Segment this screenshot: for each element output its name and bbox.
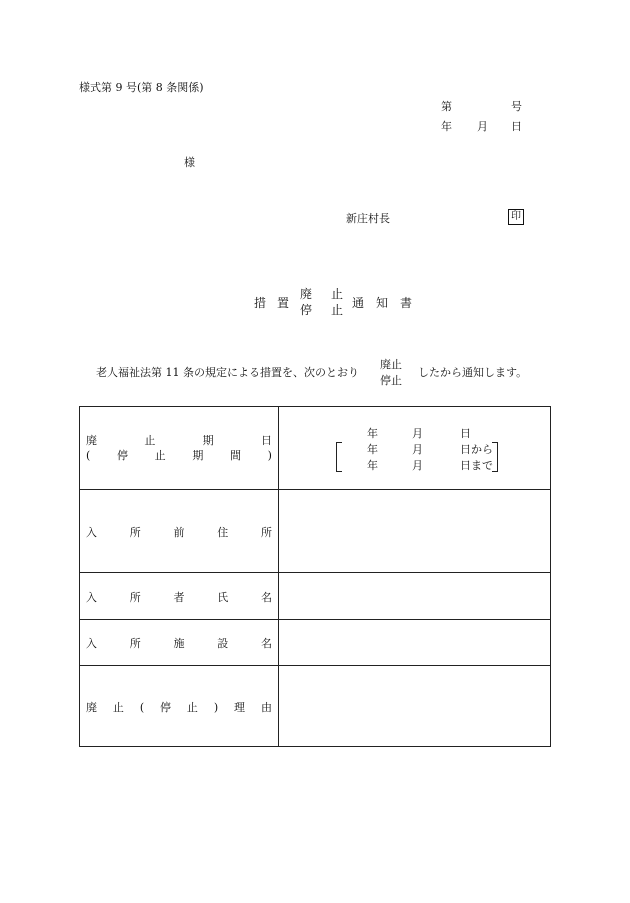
label-char: 入 (86, 526, 97, 539)
seal-char: 印 (511, 211, 521, 222)
label-char: 期 (202, 434, 214, 447)
table-row-period (80, 407, 550, 489)
label-char: 名 (261, 637, 272, 650)
facility-name-label (86, 638, 272, 649)
label-char: 間 (229, 449, 241, 462)
label-char: 理 (234, 701, 246, 714)
date-line1-day: 日 (460, 427, 471, 440)
resident-name-label (86, 592, 272, 603)
label-char: 停 (160, 701, 172, 714)
label-char: 廃 (86, 701, 97, 714)
label-char: 日 (260, 434, 272, 447)
doc-date-year: 年 (441, 120, 452, 133)
title-alt-top-2: 止 (331, 287, 344, 301)
table-row-facility-name (80, 619, 550, 665)
addressee-suffix: 様 (184, 156, 195, 169)
label-char: ) (267, 449, 272, 462)
doc-number-suffix: 号 (511, 100, 522, 113)
label-char: 止 (144, 434, 156, 447)
label-char: ) (213, 701, 219, 714)
date-line3-day-until: 日まで (460, 459, 493, 472)
label-char: 氏 (217, 591, 229, 604)
period-label-top (86, 435, 272, 446)
label-char: 期 (192, 449, 204, 462)
doc-date-month: 月 (477, 120, 488, 133)
previous-address-label (86, 527, 272, 538)
label-char: 設 (217, 637, 229, 650)
label-char: 所 (129, 526, 141, 539)
period-bracket-right (492, 442, 498, 472)
table-row-resident-name (80, 572, 550, 619)
label-char: 前 (173, 526, 185, 539)
title-suffix-3: 書 (400, 296, 413, 310)
date-line2-month: 月 (412, 443, 423, 456)
label-char: 所 (129, 637, 141, 650)
title-prefix-2: 置 (277, 296, 290, 310)
label-char: 名 (261, 591, 272, 604)
body-text-alt-top: 廃止 (380, 358, 402, 371)
body-text-before: 老人福祉法第 11 条の規定による措置を、次のとおり (96, 366, 359, 379)
label-char: 入 (86, 591, 97, 604)
label-char: 停 (116, 449, 128, 462)
body-text-alt-bottom: 停止 (380, 374, 402, 387)
label-char: 止 (154, 449, 166, 462)
table-row-reason (80, 665, 550, 746)
label-char: 入 (86, 637, 97, 650)
doc-date-day: 日 (511, 120, 522, 133)
table-row-previous-address (80, 489, 550, 572)
notice-table (79, 406, 551, 747)
title-alt-top-1: 廃 (300, 287, 313, 301)
official-seal (508, 209, 524, 225)
title-alt-bottom-1: 停 (300, 303, 313, 317)
form-number: 様式第 9 号(第 8 条関係) (79, 81, 204, 94)
title-suffix-2: 知 (376, 296, 389, 310)
period-bracket-left (336, 442, 342, 472)
label-char: 由 (260, 701, 272, 714)
title-suffix-1: 通 (352, 296, 365, 310)
reason-label (86, 702, 272, 713)
date-line3-year: 年 (367, 459, 378, 472)
label-char: 施 (173, 637, 185, 650)
label-char: 者 (173, 591, 185, 604)
title-alt-bottom-2: 止 (331, 303, 344, 317)
label-char: ( (86, 449, 91, 462)
issuer-name: 新庄村長 (346, 212, 390, 225)
label-char: 所 (129, 591, 141, 604)
label-char: 住 (217, 526, 229, 539)
date-line3-month: 月 (412, 459, 423, 472)
doc-number-prefix: 第 (441, 100, 452, 113)
label-char: 廃 (86, 434, 97, 447)
date-line1-year: 年 (367, 427, 378, 440)
label-char: 所 (261, 526, 272, 539)
period-label-bottom (86, 450, 272, 461)
label-char: 止 (186, 701, 198, 714)
date-line2-year: 年 (367, 443, 378, 456)
date-line1-month: 月 (412, 427, 423, 440)
body-text-after: したから通知します。 (418, 366, 528, 379)
date-line2-day-from: 日から (460, 443, 493, 456)
label-char: 止 (112, 701, 124, 714)
label-char: ( (139, 701, 145, 714)
title-prefix-1: 措 (254, 296, 267, 310)
